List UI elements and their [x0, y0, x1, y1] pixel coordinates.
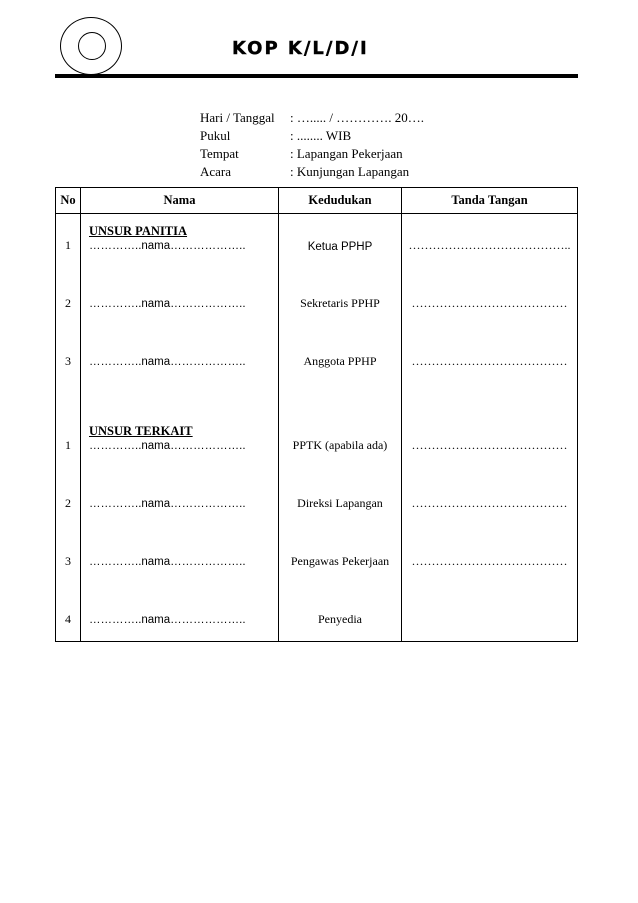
table-row [56, 353, 578, 369]
logo-emblem [60, 17, 122, 75]
row-nama [81, 553, 279, 569]
info-value: : ........ WIB [290, 128, 352, 143]
row-kedudukan: PPTK (apabila ada) [279, 424, 402, 453]
row-kedudukan: Direksi Lapangan [279, 495, 402, 511]
letterhead-title: KOP K/L/D/I [232, 38, 369, 59]
row-nama [81, 353, 279, 369]
signature-line: ………………………………… [402, 553, 578, 569]
row-no: 4 [56, 611, 81, 627]
info-value: : Lapangan Pekerjaan [290, 146, 403, 161]
section-title-panitia: UNSUR PANITIA [89, 224, 188, 238]
info-row-date [200, 109, 424, 127]
row-no: 3 [56, 553, 81, 569]
row-no: 3 [56, 353, 81, 369]
header-kedudukan: Kedudukan [279, 188, 402, 214]
info-label: Hari / Tanggal [200, 110, 275, 125]
row-kedudukan: Penyedia [279, 611, 402, 627]
info-row-time [200, 127, 424, 145]
row-kedudukan: Sekretaris PPHP [279, 295, 402, 311]
info-label: Tempat [200, 146, 239, 161]
row-kedudukan: Ketua PPHP [279, 224, 402, 253]
signature-line: ………………………………… [402, 295, 578, 311]
row-nama [81, 424, 279, 453]
name-placeholder: …………..nama……………….. [89, 356, 246, 368]
header-tanda-tangan: Tanda Tangan [402, 188, 578, 214]
name-placeholder: …………..nama……………….. [89, 556, 246, 568]
row-no: 2 [56, 295, 81, 311]
name-placeholder: …………..nama……………….. [89, 440, 246, 452]
table-header-row [56, 188, 578, 214]
info-row-event [200, 163, 424, 181]
header-nama: Nama [81, 188, 279, 214]
info-label: Acara [200, 164, 232, 179]
signature-line: ………………………………….. [402, 224, 578, 253]
header-no: No [56, 188, 81, 214]
table-row [56, 611, 578, 627]
row-no: 2 [56, 495, 81, 511]
row-no: 1 [56, 224, 81, 253]
signature-line: ………………………………… [402, 353, 578, 369]
row-nama [81, 224, 279, 253]
event-info [200, 109, 424, 181]
row-nama [81, 611, 279, 627]
table-row [56, 224, 578, 253]
signature-line: ………………………………… [402, 495, 578, 511]
name-placeholder: …………..nama……………….. [89, 498, 246, 510]
row-nama [81, 495, 279, 511]
table-row [56, 295, 578, 311]
signature-line [402, 611, 578, 627]
info-value: : …..... / …………. 20…. [290, 110, 424, 125]
table-row [56, 553, 578, 569]
info-label: Pukul [200, 128, 231, 143]
name-placeholder: …………..nama……………….. [89, 614, 246, 626]
row-kedudukan: Anggota PPHP [279, 353, 402, 369]
info-row-place [200, 145, 424, 163]
info-value: : Kunjungan Lapangan [290, 164, 410, 179]
letterhead-divider [55, 74, 578, 78]
name-placeholder: …………..nama……………….. [89, 240, 246, 252]
section-title-terkait: UNSUR TERKAIT [89, 424, 193, 438]
row-no: 1 [56, 424, 81, 453]
logo-inner-circle [78, 32, 106, 60]
row-nama [81, 295, 279, 311]
attendance-table [55, 187, 578, 642]
name-placeholder: …………..nama……………….. [89, 298, 246, 310]
row-kedudukan: Pengawas Pekerjaan [279, 553, 402, 569]
table-row [56, 495, 578, 511]
table-row [56, 424, 578, 453]
signature-line: ………………………………… [402, 424, 578, 453]
